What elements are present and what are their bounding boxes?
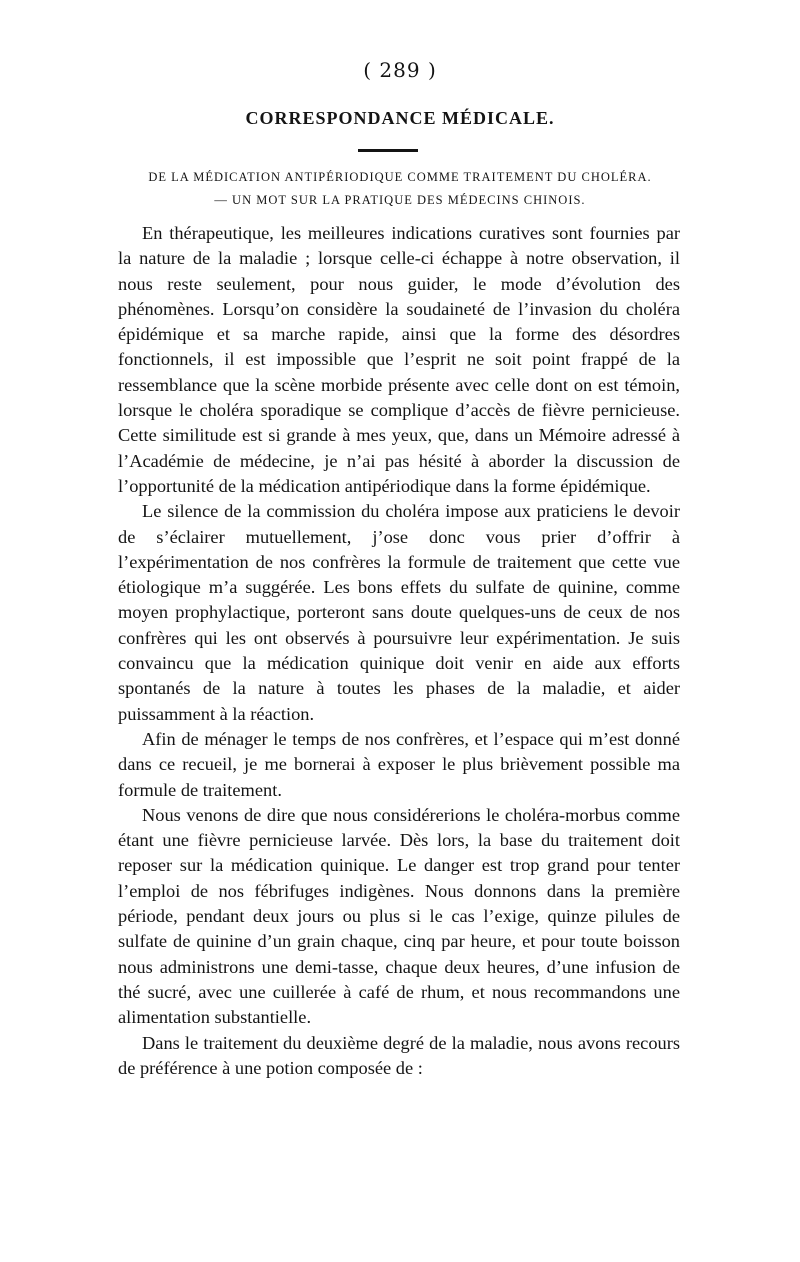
article-subtitle-line-2: — UN MOT SUR LA PRATIQUE DES MÉDECINS CHINOIS.: [214, 193, 586, 207]
paragraph: Dans le traitement du deuxième degré de la maladie, nous avons recours de préférence à une potion composée de :: [118, 1032, 680, 1078]
section-title: CORRESPONDANCE MÉDICALE.: [245, 108, 555, 128]
paragraph: Le silence de la commission du choléra impose aux praticiens le devoir de s’éclairer mutuellement, j’ose donc vous prier d’offrir à l’expérimentation de nos confrères la formule de traitement que cette vue étiologique m’a suggérée. Les bons effets du sulfate de quinine, comme moyen prophylactique, porteront sans doute quelques-uns de ceux de nos confrères qui les ont observés à poursuivre leur expérimentation. Je suis convaincu que la médication quinique doit venir en aide aux efforts spontanés de la nature à toutes les phases de la maladie, et aider puissamment à la réaction.: [118, 501, 680, 724]
paragraph: Nous venons de dire que nous considérerions le choléra-morbus comme étant une fièvre pernicieuse larvée. Dès lors, la base du traitement doit reposer sur la médication quinique. Le danger est trop grand pour tenter l’emploi de nos fébrifuges indigènes. Nous donnons dans la première période, pendant deux jours ou plus si le cas l’exige, quinze pilules de sulfate de quinine d’un grain chaque, cinq par heure, et pour toute boisson nous administrons une demi-tasse, chaque deux heures, d’une infusion de thé sucré, avec une cuillerée à café de rhum, et nous recommandons une alimentation substantielle.: [118, 804, 680, 1028]
page-number: ( 289 ): [363, 58, 437, 82]
paragraph: Afin de ménager le temps de nos confrères, et l’espace qui m’est donné dans ce recueil, je me bornerai à exposer le plus brièvement possible ma formule de traitement.: [118, 728, 680, 800]
paragraph: En thérapeutique, les meilleures indications curatives sont fournies par la nature de la maladie ; lorsque celle-ci échappe à notre observation, il nous reste seulement, pour nous guider, le mode d’évolution des phénomènes. Lorsqu’on considère la soudaineté de l’invasion du choléra épidémique et sa marche rapide, ainsi que la forme des désordres fonctionnels, il est impossible que l’esprit ne soit point frappé de la ressemblance que la scène morbide présente avec celle dont on est témoin, lorsque le choléra sporadique se complique d’accès de fièvre pernicieuse. Cette similitude est si grande à mes yeux, que, dans un Mémoire adressé à l’Académie de médecine, je n’ai pas hésité à aborder la discussion de l’opportunité de la médication antipériodique dans la forme épidémique.: [118, 223, 680, 496]
title-rule: [358, 149, 418, 152]
article-body: [118, 221, 680, 1081]
article-subtitle-line-1: DE LA MÉDICATION ANTIPÉRIODIQUE COMME TRAITEMENT DU CHOLÉRA.: [148, 170, 652, 184]
